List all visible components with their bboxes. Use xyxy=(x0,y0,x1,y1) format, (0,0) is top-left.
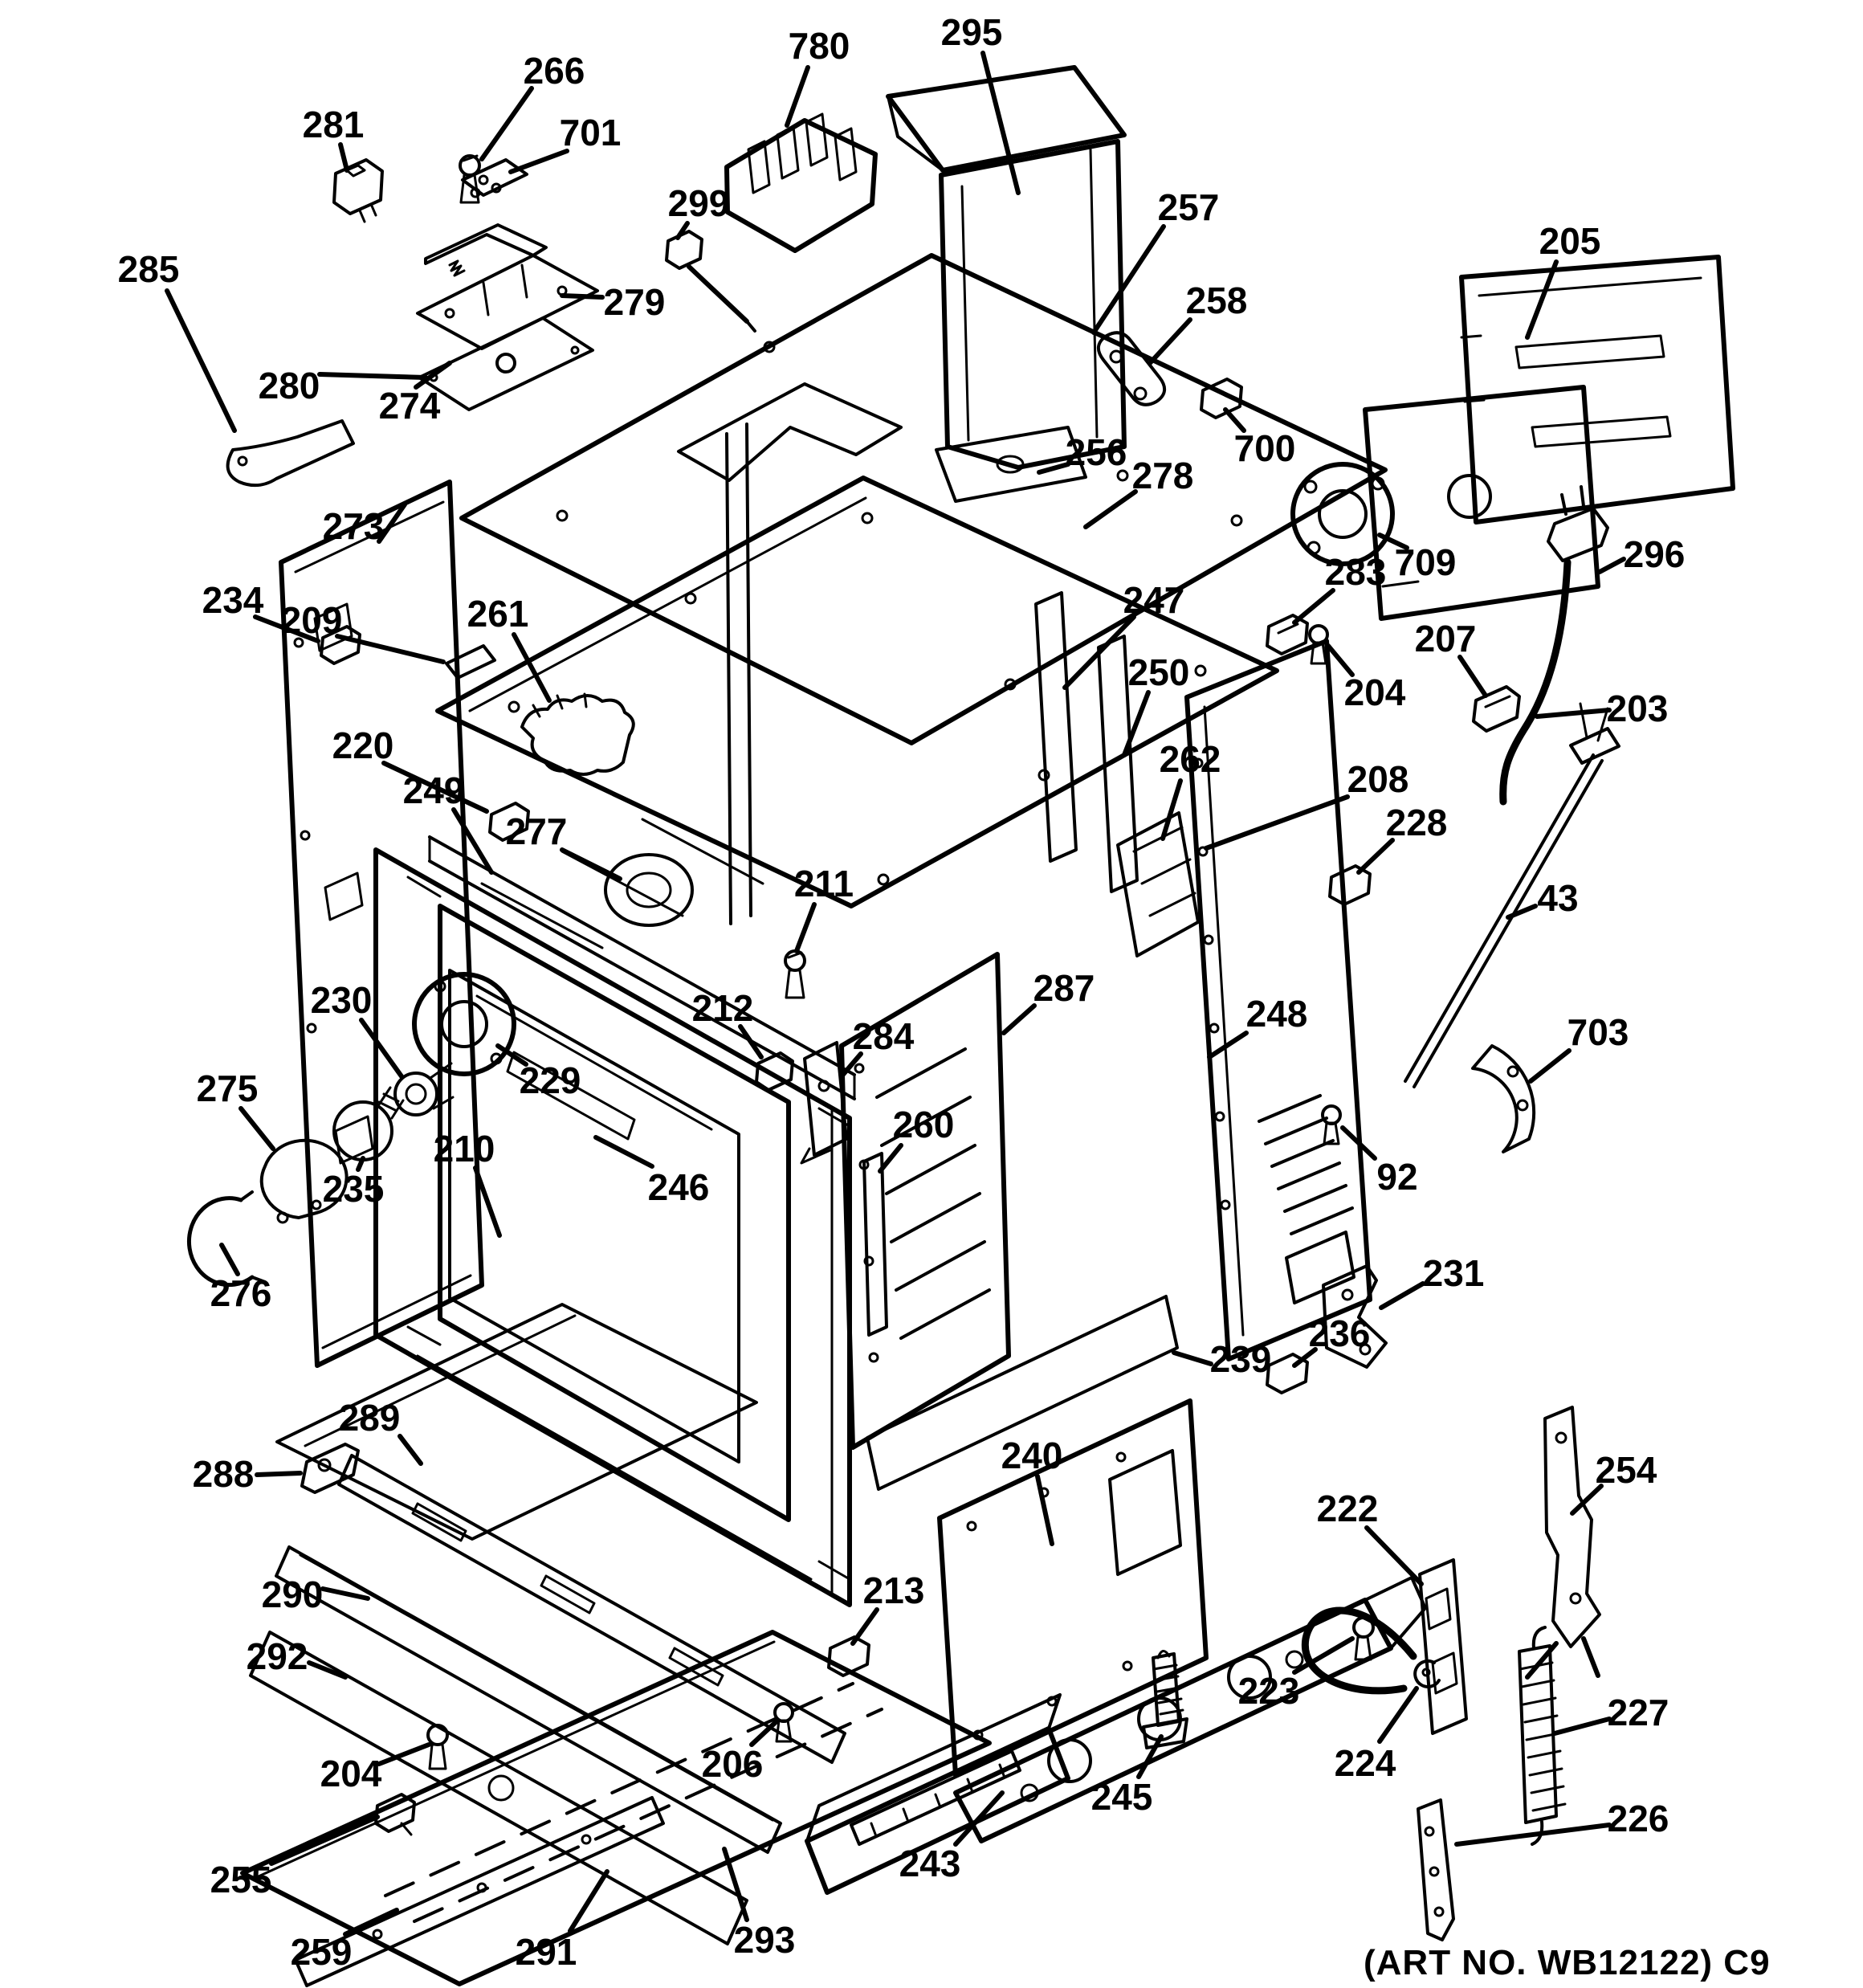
callout-leader xyxy=(787,67,808,125)
callout-leader xyxy=(511,151,567,172)
callout-leader xyxy=(400,1436,421,1463)
part-number: 226 xyxy=(1607,1798,1669,1839)
screw-223 xyxy=(1354,1618,1373,1659)
part-number: 243 xyxy=(899,1843,961,1884)
callout-leader xyxy=(1359,840,1392,872)
part-number: 274 xyxy=(378,385,441,427)
callout-leader xyxy=(361,1020,402,1076)
callout-leader xyxy=(1381,1284,1423,1308)
regulator-assembly xyxy=(418,225,597,410)
part-callout-246 xyxy=(596,1137,709,1208)
part-callout-204 xyxy=(1328,646,1406,713)
callout-leader xyxy=(482,88,532,159)
spacer-strip xyxy=(864,1153,887,1335)
part-number: 231 xyxy=(1422,1252,1485,1294)
screw-92 xyxy=(1323,1106,1340,1144)
part-callout-703 xyxy=(1531,1011,1629,1081)
part-number: 240 xyxy=(1001,1435,1063,1476)
part-callout-276 xyxy=(210,1245,272,1314)
part-callout-206 xyxy=(702,1722,776,1785)
part-number: 266 xyxy=(523,50,585,92)
plate-701 xyxy=(463,160,527,197)
part-number: 228 xyxy=(1385,802,1448,843)
part-number: 227 xyxy=(1607,1692,1669,1733)
part-callout-255 xyxy=(210,1817,377,1900)
part-callout-277 xyxy=(506,810,620,879)
part-number: 234 xyxy=(202,579,264,621)
part-callout-780 xyxy=(787,25,850,125)
part-number: 211 xyxy=(793,863,854,904)
part-callout-205 xyxy=(1527,220,1600,337)
arm-285 xyxy=(228,421,353,485)
callout-leader xyxy=(1086,492,1135,527)
part-number: 246 xyxy=(647,1166,710,1208)
callout-leader xyxy=(740,1027,761,1057)
lens-retainer-wire-276 xyxy=(189,1192,265,1285)
callout-leader xyxy=(1328,646,1352,675)
part-callout-274 xyxy=(379,363,450,427)
callout-leader xyxy=(257,1473,300,1475)
callout-leader xyxy=(1209,1033,1246,1057)
part-callout-254 xyxy=(1572,1449,1657,1513)
part-callout-700 xyxy=(1225,410,1295,469)
part-number: 279 xyxy=(603,281,666,323)
callout-leader xyxy=(241,1108,273,1149)
spark-module-780 xyxy=(727,114,875,251)
hinge-arm-254 xyxy=(1527,1407,1600,1677)
part-number: 213 xyxy=(862,1570,925,1611)
part-callout-224 xyxy=(1335,1688,1417,1784)
part-number: 278 xyxy=(1131,455,1194,496)
part-number: 276 xyxy=(210,1272,272,1314)
callout-leader xyxy=(1004,1006,1034,1033)
callout-leader xyxy=(562,296,602,297)
gasket-261 xyxy=(522,694,634,774)
callout-leader xyxy=(1039,464,1068,472)
part-number: 257 xyxy=(1157,186,1220,228)
callout-leader xyxy=(1537,710,1609,716)
strip-226 xyxy=(1418,1800,1453,1940)
part-callout-222 xyxy=(1317,1488,1421,1584)
rear-insulation-panel xyxy=(1461,257,1733,522)
callout-leader xyxy=(1460,657,1486,696)
part-number: 203 xyxy=(1606,688,1669,729)
part-number: 247 xyxy=(1123,579,1185,621)
callout-leader xyxy=(1367,1528,1421,1584)
bracket-299 xyxy=(667,231,755,331)
part-callout-281 xyxy=(303,104,365,170)
callout-leader xyxy=(562,850,620,879)
part-callout-92 xyxy=(1343,1128,1418,1198)
part-number: 204 xyxy=(320,1753,382,1794)
callout-leader xyxy=(1457,1825,1609,1844)
callout-leader xyxy=(1380,1688,1417,1741)
part-number: 236 xyxy=(1308,1312,1371,1354)
part-number: 285 xyxy=(117,248,180,290)
part-number: 256 xyxy=(1065,431,1127,473)
part-callout-208 xyxy=(1206,758,1408,848)
part-callout-299 xyxy=(668,182,730,238)
callout-leader xyxy=(1174,1353,1211,1364)
part-number: 700 xyxy=(1233,427,1296,469)
part-callout-228 xyxy=(1359,802,1447,872)
part-number: 299 xyxy=(667,182,730,224)
part-number: 703 xyxy=(1567,1011,1629,1053)
callout-leader xyxy=(345,1910,397,1934)
part-callout-296 xyxy=(1600,533,1685,575)
part-number: 261 xyxy=(467,593,529,635)
part-callout-230 xyxy=(311,979,402,1076)
part-number: 210 xyxy=(433,1128,495,1170)
part-callout-213 xyxy=(853,1570,924,1643)
part-number: 235 xyxy=(322,1168,385,1210)
part-number: 249 xyxy=(402,769,465,811)
part-number: 223 xyxy=(1237,1670,1300,1712)
art-number: (ART NO. WB12122) C9 xyxy=(1364,1943,1771,1982)
callout-leader xyxy=(1150,320,1190,363)
part-number: 258 xyxy=(1185,280,1248,321)
part-number: 207 xyxy=(1414,618,1477,659)
part-number: 289 xyxy=(338,1397,401,1439)
part-number: 255 xyxy=(210,1859,272,1900)
part-callout-210 xyxy=(434,1128,499,1235)
part-number: 205 xyxy=(1539,220,1601,262)
part-number: 250 xyxy=(1127,651,1190,693)
part-number: 254 xyxy=(1595,1449,1657,1491)
part-number: 273 xyxy=(322,505,385,547)
diagram-art xyxy=(189,67,1733,1986)
part-number: 260 xyxy=(892,1104,955,1145)
part-number: 277 xyxy=(505,810,568,852)
callout-leader xyxy=(340,145,347,170)
callout-leader xyxy=(1206,797,1347,848)
callout-leader xyxy=(596,1137,652,1166)
part-callout-293 xyxy=(724,1849,795,1961)
part-number: 222 xyxy=(1316,1488,1379,1529)
part-number: 291 xyxy=(515,1931,577,1973)
part-number: 288 xyxy=(192,1453,255,1495)
part-number: 275 xyxy=(196,1067,259,1109)
part-callout-204 xyxy=(320,1745,429,1794)
part-callout-231 xyxy=(1381,1252,1484,1308)
back-corner-channel xyxy=(727,424,751,924)
part-callout-236 xyxy=(1294,1312,1370,1365)
part-number: 245 xyxy=(1090,1776,1153,1818)
part-number: 281 xyxy=(302,104,365,145)
callout-leader xyxy=(1555,1719,1609,1733)
part-number: 292 xyxy=(246,1635,308,1677)
callout-leader xyxy=(271,1817,377,1863)
part-number: 212 xyxy=(691,987,754,1029)
part-number: 290 xyxy=(261,1574,324,1615)
part-number: 780 xyxy=(788,25,850,67)
callout-leader xyxy=(337,636,443,662)
part-number: 262 xyxy=(1159,738,1221,780)
part-number: 229 xyxy=(519,1059,581,1101)
part-callout-283 xyxy=(1294,551,1386,623)
part-number: 224 xyxy=(1334,1742,1396,1784)
callout-leader xyxy=(1600,559,1624,572)
part-callout-211 xyxy=(794,863,854,951)
part-callout-275 xyxy=(197,1067,273,1149)
part-number: 287 xyxy=(1033,967,1095,1009)
part-callout-288 xyxy=(193,1453,300,1495)
part-number: 230 xyxy=(310,979,373,1021)
part-callout-240 xyxy=(1001,1435,1063,1544)
part-number: 208 xyxy=(1347,758,1409,800)
main-top-panel xyxy=(462,255,1385,743)
part-number: 295 xyxy=(940,11,1003,53)
part-callout-227 xyxy=(1555,1692,1669,1733)
part-number: 709 xyxy=(1394,541,1457,583)
callout-leader xyxy=(320,374,426,378)
callout-leader xyxy=(167,291,234,431)
part-callout-284 xyxy=(842,1015,915,1076)
callout-leader xyxy=(454,810,491,872)
switch-281 xyxy=(334,160,382,222)
panel-bracket xyxy=(446,646,495,678)
part-number: 259 xyxy=(290,1931,353,1973)
callout-leader xyxy=(1294,590,1333,623)
part-number: 92 xyxy=(1376,1156,1418,1198)
callout-leader xyxy=(853,1610,877,1643)
part-callout-701 xyxy=(511,112,621,172)
part-callout-256 xyxy=(1039,431,1127,473)
callout-leader xyxy=(570,1872,607,1931)
part-number: 280 xyxy=(258,365,320,406)
sleeve-207 xyxy=(1474,687,1519,731)
part-callout-209 xyxy=(281,599,443,662)
lower-back-panel xyxy=(940,1401,1206,1775)
part-number: 43 xyxy=(1537,877,1579,919)
part-number: 206 xyxy=(701,1743,764,1785)
part-callout-239 xyxy=(1174,1338,1271,1380)
part-number: 248 xyxy=(1245,993,1308,1035)
callout-leader xyxy=(1531,1051,1569,1081)
callout-leader xyxy=(1508,906,1535,917)
part-number: 239 xyxy=(1209,1338,1272,1380)
clip-228 xyxy=(1330,866,1370,904)
part-callout-258 xyxy=(1150,280,1247,363)
part-callout-207 xyxy=(1415,618,1486,696)
link-258 xyxy=(1099,333,1164,405)
part-callout-292 xyxy=(247,1635,345,1677)
callout-leader xyxy=(797,904,814,951)
part-number: 293 xyxy=(733,1919,796,1961)
part-callout-285 xyxy=(118,248,234,431)
part-number: 284 xyxy=(852,1015,915,1057)
lamp-housing-229 xyxy=(414,974,514,1074)
part-number: 204 xyxy=(1343,672,1406,713)
hinge-222 xyxy=(1305,1560,1466,1733)
part-callout-709 xyxy=(1380,535,1456,583)
part-number: 296 xyxy=(1623,533,1686,575)
part-number: 283 xyxy=(1324,551,1387,593)
part-number: 220 xyxy=(332,725,394,766)
callout-leader xyxy=(222,1245,238,1274)
part-callout-290 xyxy=(262,1574,368,1615)
part-callout-249 xyxy=(403,769,491,872)
wedge-703 xyxy=(1473,1046,1534,1152)
part-number: 701 xyxy=(559,112,622,153)
part-callout-289 xyxy=(339,1397,421,1463)
callout-leader xyxy=(983,53,1018,193)
rear-channel xyxy=(1036,593,1137,892)
callout-leader xyxy=(1037,1476,1052,1544)
callout-leader xyxy=(1094,227,1164,333)
screw-211 xyxy=(785,951,805,998)
part-number: 209 xyxy=(280,599,343,641)
part-callout-287 xyxy=(1004,967,1095,1033)
clip-283 xyxy=(1267,615,1307,654)
